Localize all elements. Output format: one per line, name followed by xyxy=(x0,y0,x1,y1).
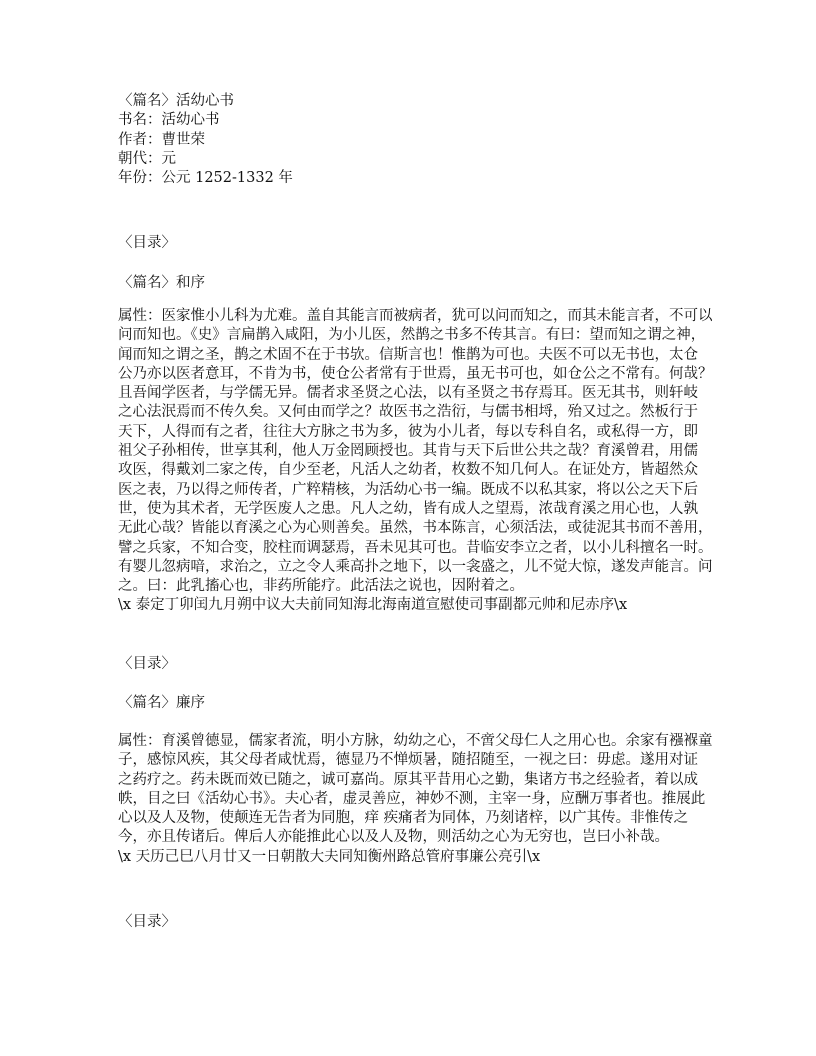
section-title: 〈篇名〉廉序 xyxy=(118,695,205,711)
text-line: 祖父子孙相传，世享其利，他人万金罔顾授也。其肯与天下后世公共之哉？育溪曾君，用儒 xyxy=(118,443,698,460)
dynasty: 朝代：元 xyxy=(118,150,176,167)
text-line: 之。曰：此乳搐心也，非药所能疗。此活法之说也，因附着之。 xyxy=(118,578,524,595)
text-line: 心以及人及物，使颠连无告者为同胞，痒 疾痛者为同体，乃刻诸梓，以广其传。非惟传之 xyxy=(118,810,689,827)
book-info xyxy=(118,92,718,188)
text-line: 之心法泯焉而不传久矣。又何由而学之？故医书之浩衍，与儒书相埒，殆又过之。然板行于 xyxy=(118,404,698,421)
text-line: \x 泰定丁卯闰九月朔中议大夫前同知海北海南道宣慰使司事副都元帅和尼赤序\x xyxy=(118,597,628,614)
text-line: 属性：医家惟小儿科为尤难。盖自其能言而被病者，犹可以问而知之，而其未能言者，不可以 xyxy=(118,308,713,324)
toc-link[interactable]: 〈目录〉 xyxy=(118,656,176,672)
text-line: 问而知也。《史》言扁鹊入咸阳，为小儿医，然鹊之书多不传其言。有曰：望而知之谓之神， xyxy=(118,327,706,344)
text-line: 今，亦且传诸后。俾后人亦能推此心以及人及物，则活幼之心为无穷也，岂曰小补哉。 xyxy=(118,829,669,846)
text-line: 闻而知之谓之圣，鹊之术固不在于书欤。信斯言也！惟鹊为可也。夫医不可以无书也，太仓 xyxy=(118,346,698,363)
text-line: \x 天历己巳八月廿又一日朝散大夫同知衡州路总管府事廉公亮引\x xyxy=(118,848,541,865)
toc-link[interactable]: 〈目录〉 xyxy=(118,235,176,251)
toc-link[interactable]: 〈目录〉 xyxy=(118,914,176,930)
text-line: 医之表，乃以得之师传者，广粹精核，为活幼心书一编。既成不以私其家，将以公之天下后 xyxy=(118,481,698,498)
text-line: 公乃亦以医者意耳，不肯为书，使仓公者常有于世焉，虽无书可也，如仓公之不常有。何哉？ xyxy=(118,365,713,382)
years: 年份：公元 1252-1332 年 xyxy=(118,170,293,187)
section-title: 〈篇名〉和序 xyxy=(118,275,205,291)
book-title-heading: 〈篇名〉活幼心书 xyxy=(118,93,234,109)
text-line: 无此心哉？皆能以育溪之心为心则善矣。虽然，书本陈言，心须活法，或徒泥其书而不善用， xyxy=(118,520,713,537)
section-body xyxy=(118,732,718,867)
text-line: 天下，人得而有之者，往往大方脉之书为多，彼为小儿者，每以专科自名，或私得一方，即 xyxy=(118,423,698,440)
text-line: 譬之兵家，不知合变，胶柱而调瑟焉，吾未见其可也。昔临安李立之者，以小儿科擅名一时。 xyxy=(118,539,713,556)
text-line: 攻医，得戴刘二家之传，自少至老，凡活人之幼者，枚数不知几何人。在证处方，皆超然众 xyxy=(118,462,698,479)
section-body xyxy=(118,307,718,616)
book-name: 书名：活幼心书 xyxy=(118,112,220,129)
author: 作者：曹世荣 xyxy=(118,131,205,148)
text-line: 子，感惊风疾，其父母者咸忧焉，德显乃不惮烦暑，随招随至，一视之曰：毋虑。遂用对证 xyxy=(118,752,698,769)
text-line: 属性：育溪曾德显，儒家者流，明小方脉，幼幼之心，不啻父母仁人之用心也。余家有襁褓童 xyxy=(118,733,713,749)
text-line: 且吾闻学医者，与学儒无异。儒者求圣贤之心法，以有圣贤之书存焉耳。医无其书，则轩岐 xyxy=(118,385,698,402)
text-line: 帙，目之曰《活幼心书》。夫心者，虚灵善应，神妙不测，主宰一身，应酬万事者也。推展此 xyxy=(118,790,706,807)
text-line: 世，使为其术者，无学医废人之患。凡人之幼，皆有成人之望焉，浓哉育溪之用心也，人孰 xyxy=(118,500,698,517)
text-line: 之药疗之。药未既而效已随之，诚可嘉尚。原其平昔用心之勤，集诸方书之经验者，着以成 xyxy=(118,771,698,788)
text-line: 有婴儿忽病喑，求治之，立之令人乘高扑之地下，以一衾盛之，儿不觉大惊，遂发声能言。问 xyxy=(118,558,713,575)
